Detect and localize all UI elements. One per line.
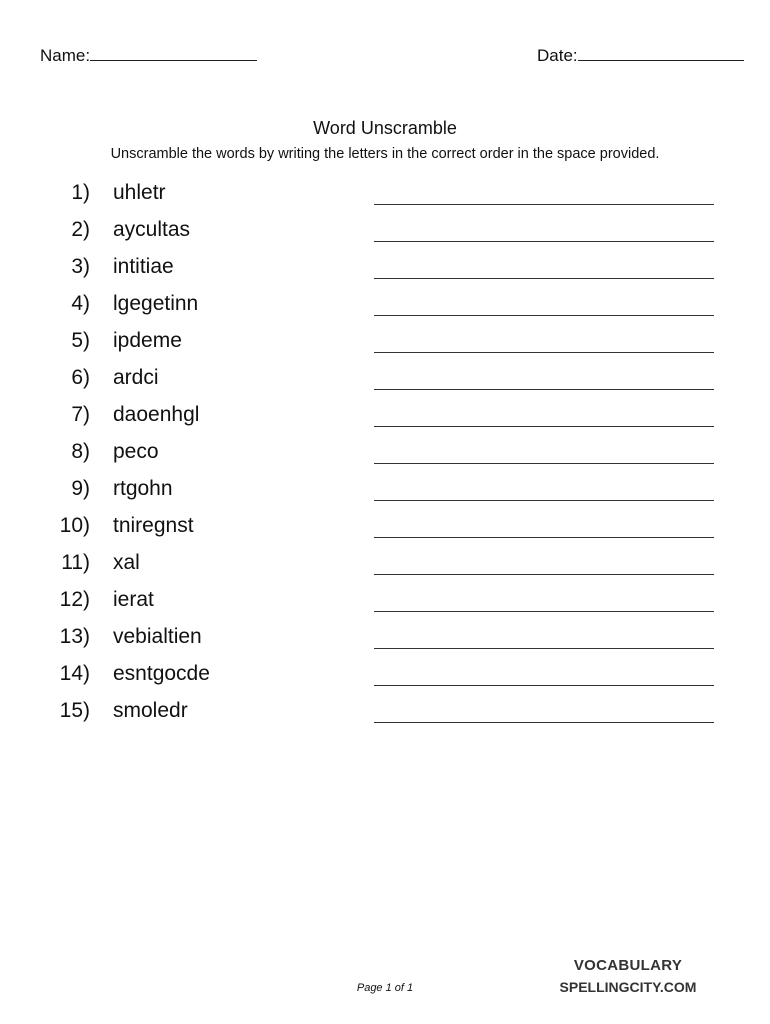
scrambled-word: xal [113,551,140,574]
logo-text-spellingcity: SPELLINGCITY.COM [559,979,697,995]
date-label: Date: [537,46,578,65]
scrambled-word: vebialtien [113,625,202,648]
answer-line[interactable] [374,611,714,612]
word-number: 3) [71,255,90,278]
word-number: 15) [59,699,90,722]
answer-line[interactable] [374,278,714,279]
scrambled-word: tniregnst [113,514,194,537]
answer-line[interactable] [374,722,714,723]
word-item [0,400,770,437]
word-item [0,437,770,474]
word-item [0,511,770,548]
date-blank-line[interactable] [578,44,744,61]
scrambled-word: uhletr [113,181,166,204]
answer-line[interactable] [374,241,714,242]
scrambled-word: smoledr [113,699,188,722]
scrambled-word: ierat [113,588,154,611]
name-field[interactable] [40,44,257,66]
word-item [0,326,770,363]
answer-line[interactable] [374,500,714,501]
word-number: 14) [59,662,90,685]
word-item [0,585,770,622]
word-number: 12) [59,588,90,611]
answer-line[interactable] [374,426,714,427]
word-list [0,178,770,733]
word-number: 9) [71,477,90,500]
answer-line[interactable] [374,574,714,575]
answer-line[interactable] [374,315,714,316]
word-item [0,659,770,696]
page-number: Page 1 of 1 [356,982,414,994]
answer-line[interactable] [374,685,714,686]
scrambled-word: peco [113,440,159,463]
scrambled-word: esntgocde [113,662,210,685]
word-number: 13) [59,625,90,648]
worksheet-title: Word Unscramble [313,118,457,138]
word-item [0,696,770,733]
word-item [0,363,770,400]
word-number: 5) [71,329,90,352]
logo-text-vocabulary: VOCABULARY [573,957,683,974]
word-number: 11) [61,551,90,574]
word-number: 4) [71,292,90,315]
word-item [0,548,770,585]
answer-line[interactable] [374,352,714,353]
word-item [0,252,770,289]
scrambled-word: aycultas [113,218,191,241]
answer-line[interactable] [374,463,714,464]
answer-line[interactable] [374,204,714,205]
word-number: 1) [71,181,90,204]
worksheet-instructions: Unscramble the words by writing the letters in the correct order in the space provided. [110,146,660,162]
word-item [0,215,770,252]
word-item [0,622,770,659]
word-number: 10) [59,514,90,537]
word-number: 8) [71,440,90,463]
name-blank-line[interactable] [90,44,257,61]
name-label: Name: [40,46,91,65]
scrambled-word: lgegetinn [113,292,199,315]
word-number: 6) [71,366,90,389]
answer-line[interactable] [374,389,714,390]
answer-line[interactable] [374,648,714,649]
scrambled-word: daoenhgl [113,403,200,426]
scrambled-word: rtgohn [113,477,173,500]
word-item [0,289,770,326]
date-field[interactable] [537,44,744,66]
scrambled-word: ipdeme [113,329,182,352]
answer-line[interactable] [374,537,714,538]
vocabulary-spellingcity-logo [559,952,697,1000]
scrambled-word: ardci [113,366,159,389]
word-number: 2) [71,218,90,241]
word-item [0,178,770,215]
word-number: 7) [71,403,90,426]
word-item [0,474,770,511]
scrambled-word: intitiae [113,255,174,278]
